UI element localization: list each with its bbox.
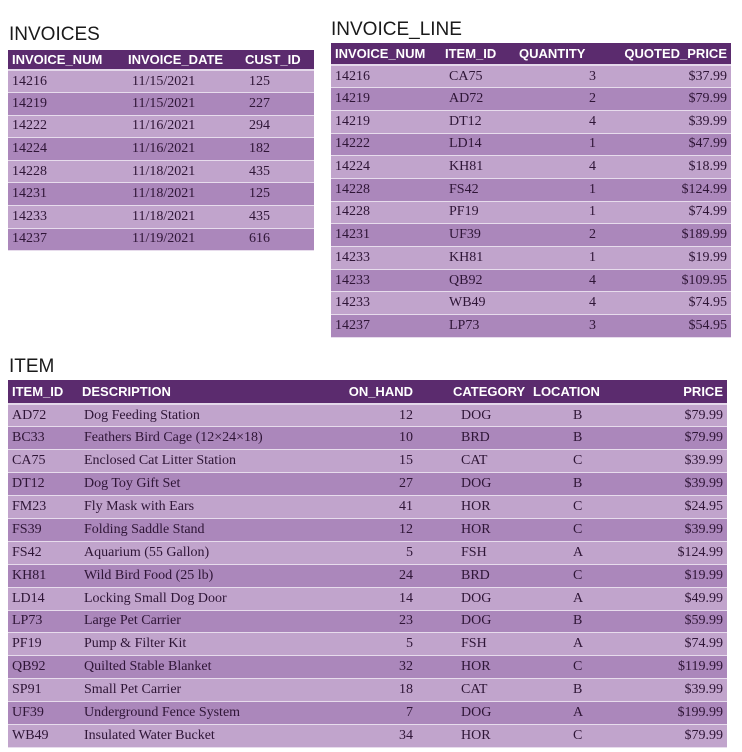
table-cell: Insulated Water Bucket [78,724,318,747]
table-cell: PF19 [441,201,515,224]
column-header: CATEGORY [417,380,529,404]
table-row [8,518,727,541]
table-row [8,93,314,116]
table-cell: KH81 [8,564,78,587]
table-cell: 14231 [331,224,441,247]
table-cell: 14228 [331,178,441,201]
table-cell: C [529,656,636,679]
item-table [8,380,727,748]
table-cell: 4 [515,269,610,292]
invoice-line-table-body [331,65,731,337]
table-cell: 14233 [331,247,441,270]
table-cell: Large Pet Carrier [78,610,318,633]
invoice-line-caption: INVOICE_LINE [331,19,462,40]
table-cell: Folding Saddle Stand [78,518,318,541]
table-cell: C [529,564,636,587]
table-cell: DOG [417,702,529,725]
column-header: LOCATION [529,380,636,404]
table-cell: $19.99 [610,247,731,270]
table-cell: FSH [417,541,529,564]
table-row [331,110,731,133]
column-header: QUOTED_PRICE [610,43,731,65]
table-row [8,564,727,587]
table-cell: FS39 [8,518,78,541]
table-cell: $74.99 [636,633,727,656]
table-header-row [331,43,731,65]
table-cell: $39.99 [636,450,727,473]
table-row [8,724,727,747]
table-cell: B [529,610,636,633]
column-header: INVOICE_NUM [8,50,124,70]
table-row [8,138,314,161]
table-cell: 14228 [331,201,441,224]
table-cell: 2 [515,224,610,247]
table-row [8,70,314,93]
table-cell: C [529,496,636,519]
table-row [331,292,731,315]
table-cell: 14 [318,587,417,610]
table-row [331,201,731,224]
table-cell: QB92 [441,269,515,292]
table-cell: 4 [515,110,610,133]
table-row [331,178,731,201]
table-cell: 4 [515,156,610,179]
table-cell: 14224 [331,156,441,179]
table-cell: 15 [318,450,417,473]
table-cell: B [529,404,636,427]
table-cell: A [529,541,636,564]
table-cell: C [529,724,636,747]
table-cell: QB92 [8,656,78,679]
table-cell: $19.99 [636,564,727,587]
item-table-body [8,404,727,747]
table-cell: DOG [417,404,529,427]
table-cell: 14231 [8,183,124,206]
table-cell: 7 [318,702,417,725]
table-cell: $199.99 [636,702,727,725]
table-cell: CA75 [441,65,515,88]
table-cell: A [529,702,636,725]
table-cell: 1 [515,133,610,156]
table-cell: Enclosed Cat Litter Station [78,450,318,473]
table-cell: 11/15/2021 [124,93,241,116]
table-cell: DOG [417,587,529,610]
table-cell: DOG [417,610,529,633]
table-cell: 27 [318,473,417,496]
invoices-table [8,50,314,251]
table-cell: $54.95 [610,315,731,338]
table-cell: AD72 [8,404,78,427]
column-header: INVOICE_DATE [124,50,241,70]
table-row [8,702,727,725]
table-row [8,115,314,138]
table-cell: $18.99 [610,156,731,179]
table-cell: 14222 [331,133,441,156]
table-cell: Underground Fence System [78,702,318,725]
table-cell: 14224 [8,138,124,161]
table-cell: 227 [241,93,314,116]
table-row [8,427,727,450]
table-row [8,679,727,702]
table-cell: A [529,633,636,656]
table-header-row [8,380,727,404]
table-row [8,450,727,473]
table-cell: $109.95 [610,269,731,292]
table-cell: 1 [515,247,610,270]
table-cell: Fly Mask with Ears [78,496,318,519]
table-cell: 24 [318,564,417,587]
table-cell: WB49 [8,724,78,747]
table-cell: 14219 [331,88,441,111]
table-cell: HOR [417,656,529,679]
table-cell: $39.99 [636,679,727,702]
table-cell: 11/18/2021 [124,206,241,229]
table-cell: 11/18/2021 [124,183,241,206]
table-cell: 14233 [331,269,441,292]
table-cell: 14237 [8,228,124,251]
table-cell: LP73 [441,315,515,338]
table-cell: 18 [318,679,417,702]
table-row [8,206,314,229]
table-cell: 12 [318,404,417,427]
table-row [8,228,314,251]
table-cell: Feathers Bird Cage (12×24×18) [78,427,318,450]
table-cell: 11/19/2021 [124,228,241,251]
column-header: CUST_ID [241,50,314,70]
table-cell: 3 [515,315,610,338]
table-row [8,183,314,206]
table-cell: 34 [318,724,417,747]
table-cell: 23 [318,610,417,633]
table-cell: FM23 [8,496,78,519]
table-cell: 10 [318,427,417,450]
table-row [331,156,731,179]
table-header-row [8,50,314,70]
table-cell: LD14 [441,133,515,156]
table-cell: 125 [241,70,314,93]
table-cell: 14222 [8,115,124,138]
table-row [331,133,731,156]
column-header: INVOICE_NUM [331,43,441,65]
table-row [8,404,727,427]
table-cell: 125 [241,183,314,206]
table-cell: BC33 [8,427,78,450]
table-cell: AD72 [441,88,515,111]
table-cell: B [529,473,636,496]
table-cell: 14219 [8,93,124,116]
table-cell: Wild Bird Food (25 lb) [78,564,318,587]
table-cell: $124.99 [636,541,727,564]
table-cell: 14216 [8,70,124,93]
table-cell: C [529,518,636,541]
table-cell: HOR [417,496,529,519]
table-row [331,269,731,292]
table-cell: B [529,427,636,450]
column-header: QUANTITY [515,43,610,65]
table-cell: $59.99 [636,610,727,633]
table-cell: 32 [318,656,417,679]
table-cell: 5 [318,633,417,656]
table-cell: SP91 [8,679,78,702]
table-row [8,610,727,633]
table-cell: $49.99 [636,587,727,610]
table-cell: CAT [417,679,529,702]
column-header: PRICE [636,380,727,404]
table-cell: 14216 [331,65,441,88]
table-cell: DT12 [8,473,78,496]
table-cell: $79.99 [636,427,727,450]
table-cell: 3 [515,65,610,88]
table-row [8,496,727,519]
table-cell: Quilted Stable Blanket [78,656,318,679]
table-cell: UF39 [8,702,78,725]
table-row [331,88,731,111]
table-cell: Aquarium (55 Gallon) [78,541,318,564]
table-cell: PF19 [8,633,78,656]
table-cell: $37.99 [610,65,731,88]
column-header: ON_HAND [318,380,417,404]
table-cell: CAT [417,450,529,473]
table-cell: A [529,587,636,610]
table-cell: $79.99 [636,404,727,427]
table-cell: $124.99 [610,178,731,201]
table-cell: 14228 [8,160,124,183]
table-cell: $24.95 [636,496,727,519]
table-cell: WB49 [441,292,515,315]
table-cell: FS42 [8,541,78,564]
table-cell: 4 [515,292,610,315]
table-cell: Dog Feeding Station [78,404,318,427]
table-row [8,633,727,656]
table-cell: 14233 [8,206,124,229]
table-cell: Locking Small Dog Door [78,587,318,610]
table-row [8,541,727,564]
invoice-line-table [331,43,731,338]
table-cell: $79.99 [610,88,731,111]
table-row [8,160,314,183]
table-cell: Dog Toy Gift Set [78,473,318,496]
table-cell: 14237 [331,315,441,338]
table-cell: C [529,450,636,473]
table-cell: 41 [318,496,417,519]
invoices-caption: INVOICES [9,24,100,45]
column-header: ITEM_ID [8,380,78,404]
table-cell: $119.99 [636,656,727,679]
table-cell: UF39 [441,224,515,247]
table-cell: 14219 [331,110,441,133]
table-cell: 435 [241,206,314,229]
table-row [8,587,727,610]
table-cell: DT12 [441,110,515,133]
table-cell: LP73 [8,610,78,633]
table-cell: $39.99 [610,110,731,133]
table-row [331,224,731,247]
table-cell: $74.99 [610,201,731,224]
table-cell: CA75 [8,450,78,473]
table-cell: $79.99 [636,724,727,747]
item-caption: ITEM [9,356,55,377]
table-cell: Small Pet Carrier [78,679,318,702]
table-cell: BRD [417,427,529,450]
table-cell: LD14 [8,587,78,610]
table-cell: $47.99 [610,133,731,156]
table-cell: KH81 [441,156,515,179]
table-row [331,247,731,270]
table-cell: $39.99 [636,473,727,496]
table-cell: 182 [241,138,314,161]
table-cell: DOG [417,473,529,496]
table-cell: FS42 [441,178,515,201]
table-cell: 1 [515,178,610,201]
table-cell: HOR [417,724,529,747]
table-row [8,473,727,496]
table-cell: 14233 [331,292,441,315]
table-cell: 294 [241,115,314,138]
table-cell: KH81 [441,247,515,270]
table-cell: 11/16/2021 [124,138,241,161]
table-cell: 616 [241,228,314,251]
table-cell: HOR [417,518,529,541]
table-cell: 11/18/2021 [124,160,241,183]
table-cell: FSH [417,633,529,656]
table-row [331,65,731,88]
table-cell: $74.95 [610,292,731,315]
table-cell: B [529,679,636,702]
invoices-table-body [8,70,314,251]
column-header: ITEM_ID [441,43,515,65]
table-row [331,315,731,338]
table-cell: BRD [417,564,529,587]
table-cell: 12 [318,518,417,541]
table-cell: Pump & Filter Kit [78,633,318,656]
table-cell: 1 [515,201,610,224]
table-cell: 11/16/2021 [124,115,241,138]
table-cell: $39.99 [636,518,727,541]
table-cell: $189.99 [610,224,731,247]
table-cell: 11/15/2021 [124,70,241,93]
column-header: DESCRIPTION [78,380,318,404]
table-cell: 2 [515,88,610,111]
table-cell: 435 [241,160,314,183]
table-cell: 5 [318,541,417,564]
table-row [8,656,727,679]
